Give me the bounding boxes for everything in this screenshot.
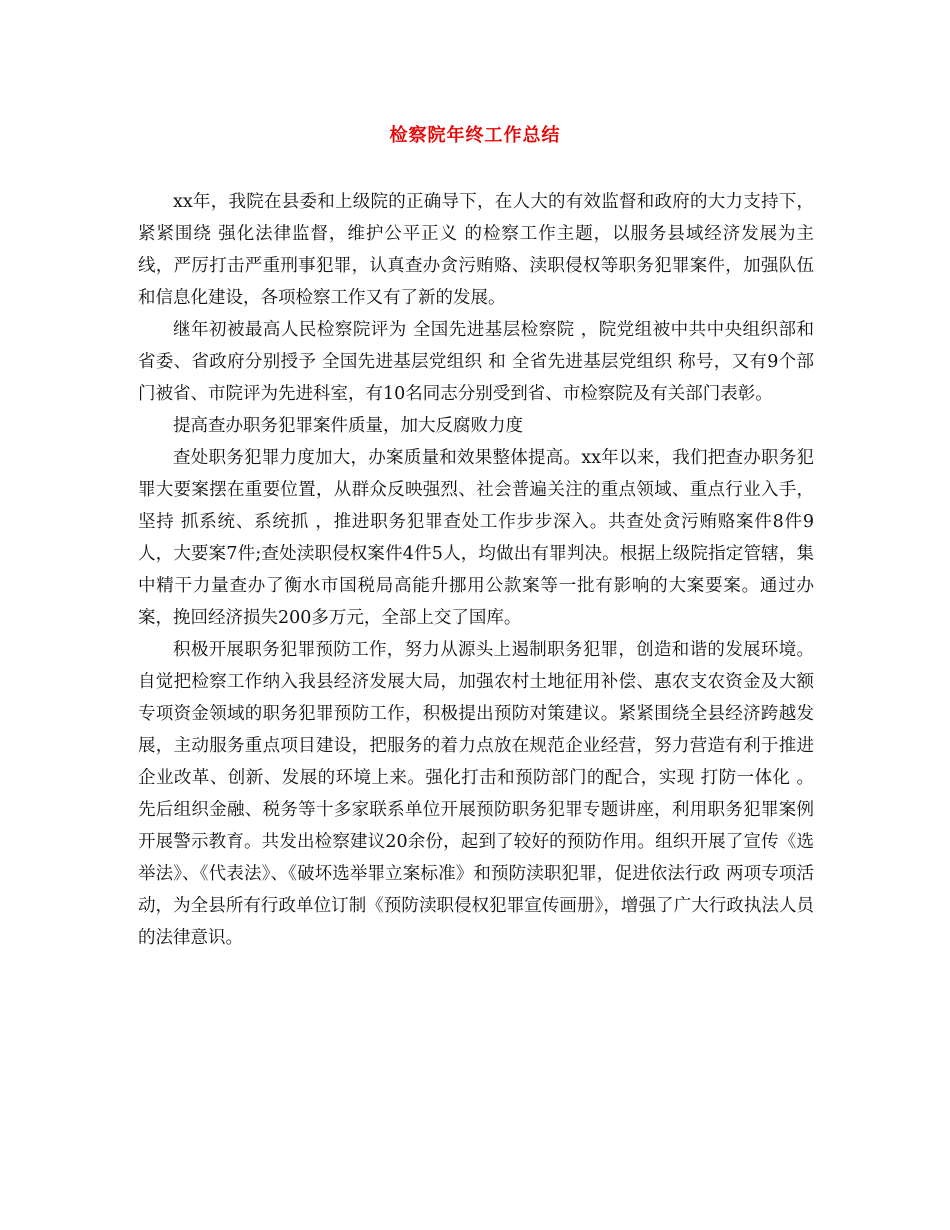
document-title: 检察院年终工作总结 bbox=[389, 125, 561, 146]
paragraph-investigation: 查处职务犯罪力度加大，办案质量和效果整体提高。xx年以来，我们把查办职务犯罪大要案摆在重要位置，从群众反映强烈、社会普遍关注的重点领域、重点行业入手，坚持 抓系统、系统抓 ，推进职务犯罪查处工作步步深入。共查处贪污贿赂案件8件9人，大要案7件;查处渎职侵权案件4件5人，均做出有罪判决。根据上级院指定管辖，集中精干力量查办了衡水市国税局高能升挪用公款案等一批有影响的大案要案。通过办案，挽回经济损失200多万元，全部上交了国库。 bbox=[138, 448, 814, 628]
section-heading: 提高查办职务犯罪案件质量，加大反腐败力度 bbox=[173, 416, 523, 436]
document-body bbox=[138, 186, 814, 954]
paragraph-honors: 继年初被最高人民检察院评为 全国先进基层检察院 ，院党组被中共中央组织部和省委、省政府分别授予 全国先进基层党组织 和 全省先进基层党组织 称号，又有9个部门被省、市院评为先进科室，有10名同志分别受到省、市检察院及有关部门表彰。 bbox=[138, 320, 814, 404]
paragraph-prevention: 积极开展职务犯罪预防工作，努力从源头上遏制职务犯罪，创造和谐的发展环境。自觉把检察工作纳入我县经济发展大局，加强农村土地征用补偿、惠农支农资金及大额专项资金领域的职务犯罪预防工作，积极提出预防对策建议。紧紧围绕全县经济跨越发展，主动服务重点项目建设，把服务的着力点放在规范企业经营，努力营造有利于推进企业改革、创新、发展的环境上来。强化打击和预防部门的配合，实现 打防一体化 。先后组织金融、税务等十多家联系单位开展预防职务犯罪专题讲座，利用职务犯罪案例开展警示教育。共发出检察建议20余份，起到了较好的预防作用。组织开展了宣传《选举法》、《代表法》、《破坏选举罪立案标准》和预防渎职犯罪，促进依法行政 两项专项活动，为全县所有行政单位订制《预防渎职侵权犯罪宣传画册》，增强了广大行政执法人员的法律意识。 bbox=[138, 640, 814, 948]
paragraph-intro: xx年，我院在县委和上级院的正确导下，在人大的有效监督和政府的大力支持下，紧紧围绕 强化法律监督，维护公平正义 的检察工作主题，以服务县域经济发展为主线，严厉打击严重刑事犯罪，认真查办贪污贿赂、渎职侵权等职务犯罪案件，加强队伍和信息化建设，各项检察工作又有了新的发展。 bbox=[138, 192, 814, 308]
